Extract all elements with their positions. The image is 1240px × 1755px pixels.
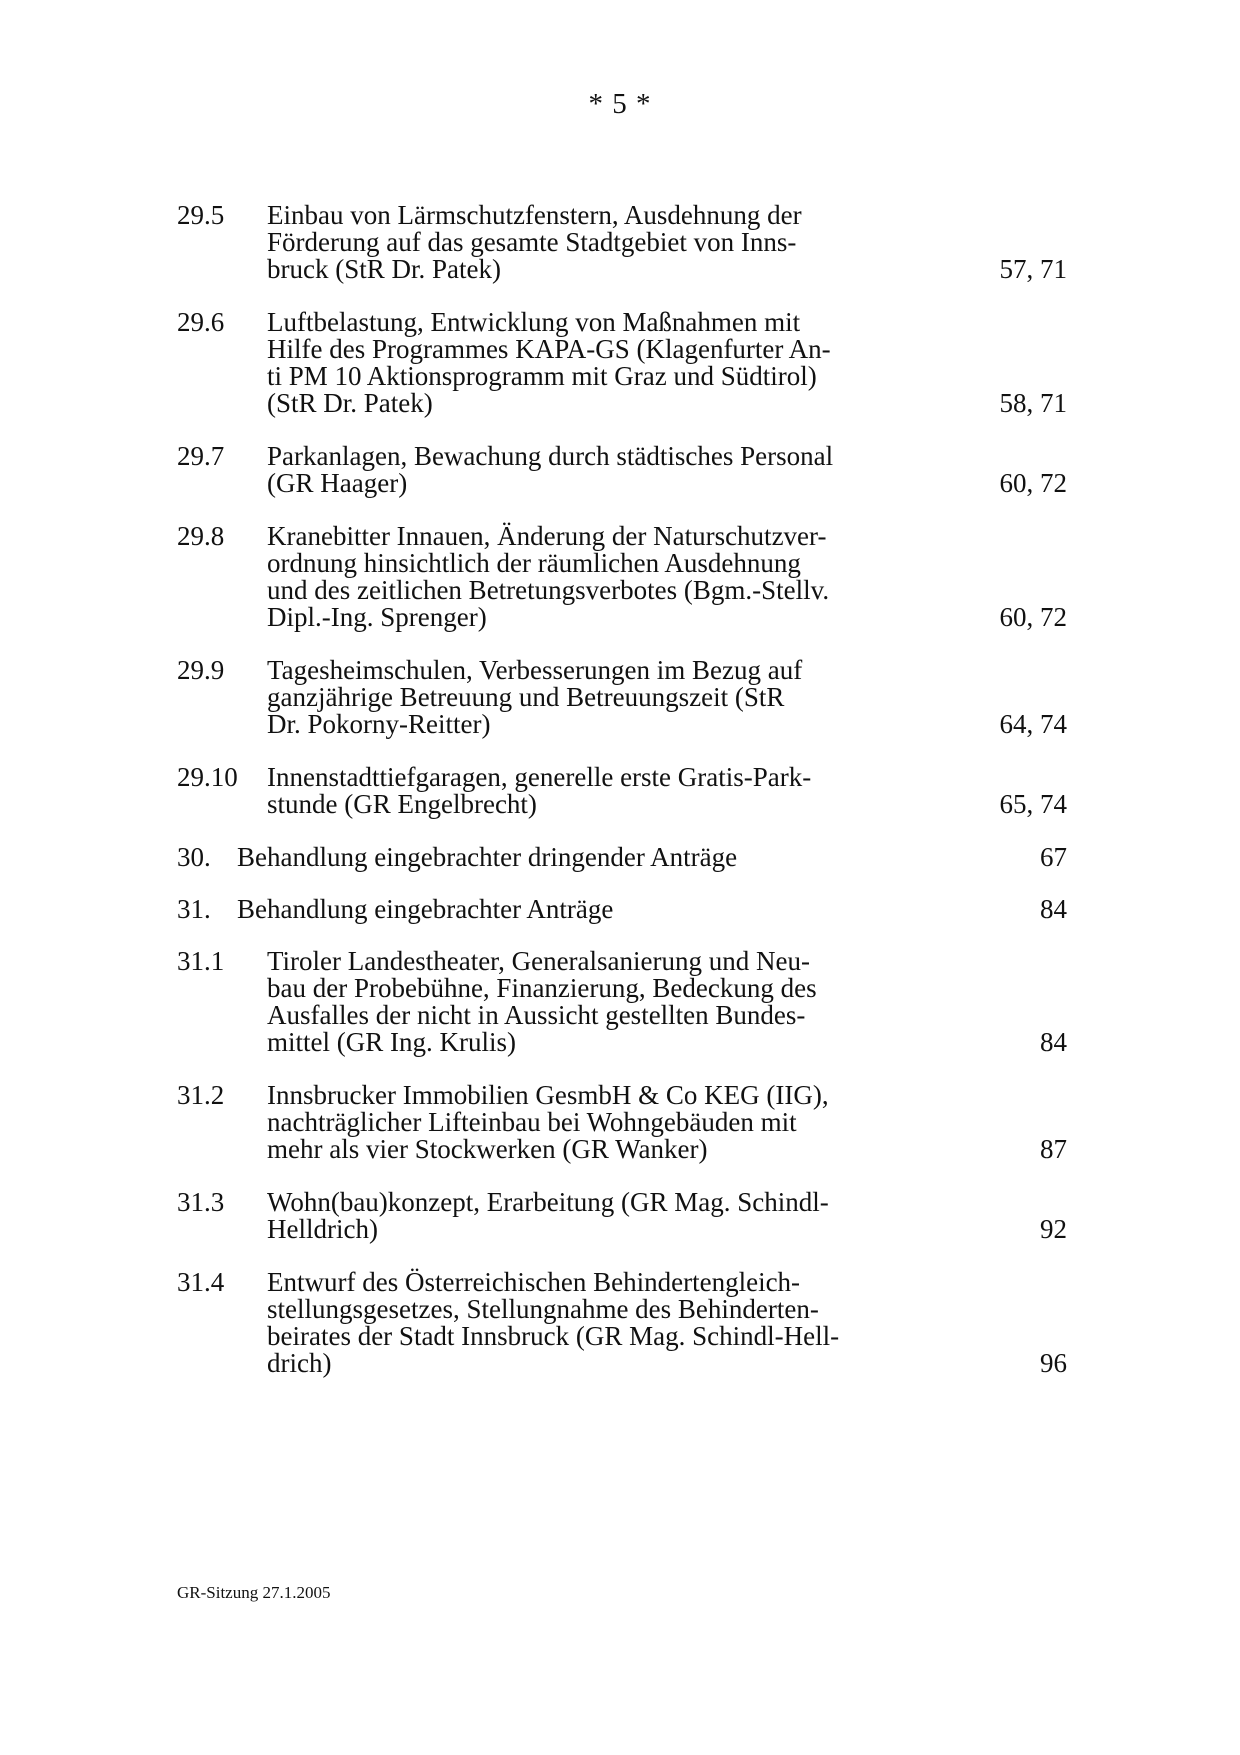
toc-entry-title (267, 202, 907, 283)
toc-entry-title-line: Ausfalles der nicht in Aussicht gestellten Bundes- (267, 1000, 806, 1030)
toc-entry (177, 1189, 1067, 1243)
toc-entry-title-line: Kranebitter Innauen, Änderung der Naturschutzver- (267, 521, 827, 551)
toc-entry-title-line: stellungsgesetzes, Stellungnahme des Behinderten- (267, 1294, 819, 1324)
toc-entry-title-line: und des zeitlichen Betretungsverbotes (Bgm.-Stellv. (267, 575, 830, 605)
toc-entry (177, 1269, 1067, 1377)
toc-entry-title-line: Dipl.-Ing. Sprenger) (267, 602, 487, 632)
toc-entry-title-line: Helldrich) (267, 1214, 378, 1244)
toc-entry-title-line: Innsbrucker Immobilien GesmbH & Co KEG (IIG), (267, 1080, 829, 1110)
toc-entry-pages: 58, 71 (999, 388, 1067, 418)
toc-entry-title-line: Förderung auf das gesamte Stadtgebiet von Inns- (267, 227, 797, 257)
toc-entry-number: 29.8 (177, 521, 225, 551)
toc-entry-number: 29.9 (177, 655, 225, 685)
toc-entry-title-line: (GR Haager) (267, 468, 408, 498)
toc-entry-number: 29.10 (177, 762, 238, 792)
toc-entry-title-line: stunde (GR Engelbrecht) (267, 789, 537, 819)
footer-text: GR-Sitzung 27.1.2005 (177, 1583, 331, 1602)
toc-entry-pages: 84 (1040, 1027, 1067, 1057)
toc-entry-title-line: nachträglicher Lifteinbau bei Wohngebäuden mit (267, 1107, 797, 1137)
toc-entry-title-line: mittel (GR Ing. Krulis) (267, 1027, 516, 1057)
toc-entry (177, 202, 1067, 283)
toc-entry (177, 1082, 1067, 1163)
toc-entry-pages: 60, 72 (999, 602, 1067, 632)
toc-entry (177, 309, 1067, 417)
toc-entry-number: 29.7 (177, 441, 225, 471)
toc-entry-pages: 65, 74 (999, 789, 1067, 819)
toc-entry-title (267, 1082, 907, 1163)
toc-entry-title-line: beirates der Stadt Innsbruck (GR Mag. Schindl-Hell- (267, 1321, 840, 1351)
toc-entry-number: 31.1 (177, 946, 225, 976)
toc-entry-title (267, 443, 907, 497)
toc-entry-title (267, 309, 907, 417)
toc-entry-title-line: Tagesheimschulen, Verbesserungen im Bezug auf (267, 655, 803, 685)
toc-entry (177, 896, 1067, 923)
toc-entry-title (267, 523, 907, 631)
toc-entry-title-line: Luftbelastung, Entwicklung von Maßnahmen mit (267, 307, 801, 337)
toc-entry (177, 657, 1067, 738)
toc-entry-number: 31.4 (177, 1267, 225, 1297)
toc-entry-title-line: Behandlung eingebrachter dringender Anträge (237, 842, 738, 872)
toc-entry-title-line: Innenstadttiefgaragen, generelle erste Gratis-Park- (267, 762, 812, 792)
toc-entry-pages: 64, 74 (999, 709, 1067, 739)
toc-entry-title (237, 844, 937, 871)
toc-entry-pages: 84 (1040, 894, 1067, 924)
toc-entry-title-line: bau der Probebühne, Finanzierung, Bedeckung des (267, 973, 817, 1003)
table-of-contents (177, 202, 1067, 1403)
toc-entry-number: 31. (177, 894, 211, 924)
toc-entry-pages: 96 (1040, 1348, 1067, 1378)
toc-entry-title (237, 896, 937, 923)
toc-entry (177, 443, 1067, 497)
toc-entry-title (267, 764, 907, 818)
toc-entry-title (267, 657, 907, 738)
toc-entry-pages: 67 (1040, 842, 1067, 872)
toc-entry-title-line: Parkanlagen, Bewachung durch städtisches Personal (267, 441, 834, 471)
toc-entry-title-line: Einbau von Lärmschutzfenstern, Ausdehnung der (267, 200, 802, 230)
toc-entry-title-line: Tiroler Landestheater, Generalsanierung und Neu- (267, 946, 810, 976)
toc-entry-number: 31.2 (177, 1080, 225, 1110)
toc-entry-title (267, 1269, 907, 1377)
toc-entry-title-line: drich) (267, 1348, 332, 1378)
toc-entry-title-line: Hilfe des Programmes KAPA-GS (Klagenfurter An- (267, 334, 831, 364)
toc-entry-title-line: Behandlung eingebrachter Anträge (237, 894, 614, 924)
toc-entry-pages: 60, 72 (999, 468, 1067, 498)
toc-entry-title-line: Entwurf des Österreichischen Behindertengleich- (267, 1267, 801, 1297)
toc-entry-number: 31.3 (177, 1187, 225, 1217)
toc-entry-title-line: Wohn(bau)konzept, Erarbeitung (GR Mag. Schindl- (267, 1187, 829, 1217)
toc-entry (177, 948, 1067, 1056)
toc-entry-title-line: (StR Dr. Patek) (267, 388, 433, 418)
toc-entry-number: 30. (177, 842, 211, 872)
toc-entry-title-line: bruck (StR Dr. Patek) (267, 254, 501, 284)
page-number: * 5 * (588, 88, 652, 120)
toc-entry (177, 764, 1067, 818)
toc-entry-title-line: ganzjährige Betreuung und Betreuungszeit (StR (267, 682, 785, 712)
toc-entry-title-line: Dr. Pokorny-Reitter) (267, 709, 491, 739)
toc-entry-title-line: mehr als vier Stockwerken (GR Wanker) (267, 1134, 708, 1164)
toc-entry-pages: 57, 71 (999, 254, 1067, 284)
toc-entry-title (267, 948, 907, 1056)
toc-entry-number: 29.6 (177, 307, 225, 337)
toc-entry-pages: 92 (1040, 1214, 1067, 1244)
toc-entry-title (267, 1189, 907, 1243)
toc-entry-title-line: ordnung hinsichtlich der räumlichen Ausdehnung (267, 548, 801, 578)
toc-entry-pages: 87 (1040, 1134, 1067, 1164)
toc-entry (177, 523, 1067, 631)
toc-entry-number: 29.5 (177, 200, 225, 230)
toc-entry-title-line: ti PM 10 Aktionsprogramm mit Graz und Südtirol) (267, 361, 817, 391)
toc-entry (177, 844, 1067, 871)
